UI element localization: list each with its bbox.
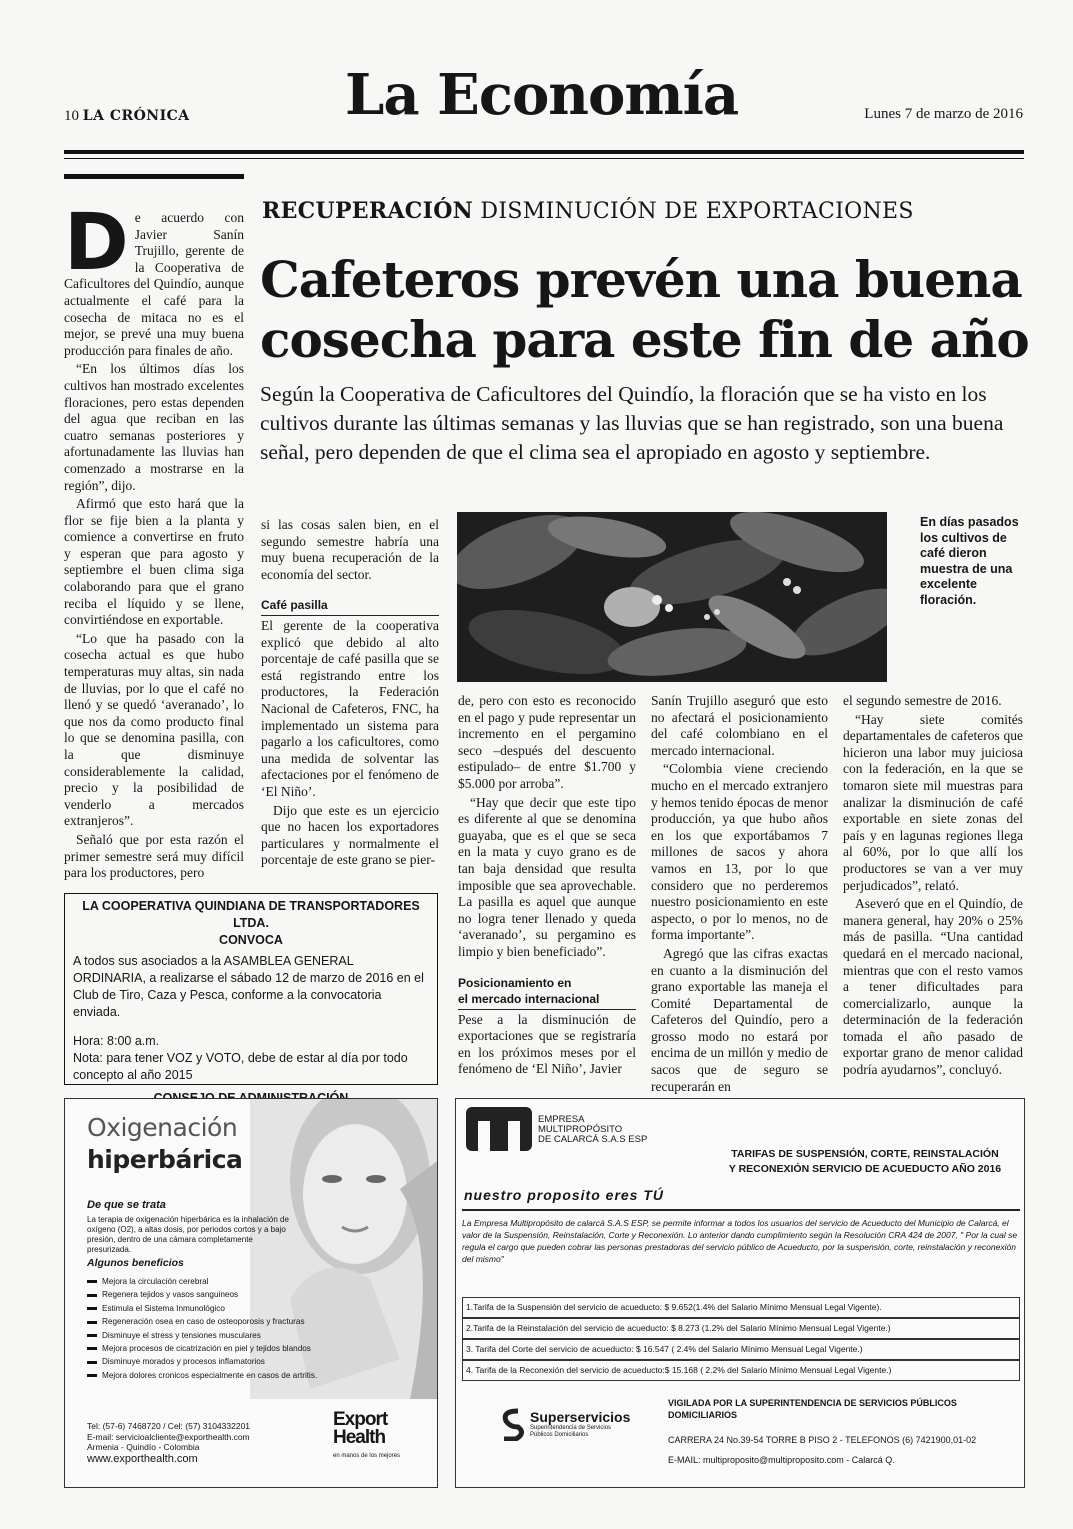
company-slogan: nuestro proposito eres TÚ xyxy=(464,1187,665,1203)
benefit-item: Mejora procesos de cicatrización en piel y tejidos blandos xyxy=(87,1342,357,1355)
headline-line-1: Cafeteros prevén una buena xyxy=(260,250,1022,309)
vigilada-line-2: DOMICILIARIOS xyxy=(668,1410,737,1420)
dropcap: D xyxy=(64,198,129,288)
benefit-item: Regenera tejidos y vasos sanguineos xyxy=(87,1288,357,1301)
notice-body: A todos sus asociados a la ASAMBLEA GENERAL ORDINARIA, a realizarse el sábado 12 de marzo de 2016 en el Club de Tiro, Caza y Pesca, conforme a la convocatoria enviada. xyxy=(73,954,424,1019)
rate-row: 4. Tarifa de la Reconexión del servicio de acueducto:$ 15.168 ( 2.2% del Salario Mínimo Mensual Legal Vigente.) xyxy=(462,1360,1020,1381)
ad-title-oxigenacion: Oxigenación xyxy=(87,1113,238,1142)
article-column-2 xyxy=(261,517,439,871)
rate-row: 3. Tarifa del Corte del servicio de acueducto: $ 16.547 ( 2.4% del Salario Mínimo Mensual Legal Vigente.) xyxy=(462,1339,1020,1360)
paragraph: Pese a la disminución de exportaciones que se registraría en los próximos meses por el fenómeno de ‘El Niño’, Javier xyxy=(458,1011,636,1077)
benefits-list xyxy=(87,1275,357,1382)
superservicios-logo xyxy=(530,1409,630,1439)
paragraph: Afirmó que esto hará que la flor se fije bien a la planta y comience a convertirse en fruto y esperan que para agosto y septiembre el buen clima siga colaborando para que el grano reciba el líquido y se llene, convirtiéndose en exportable. xyxy=(64,496,244,628)
publication-name: LA CRÓNICA xyxy=(82,108,190,124)
rate-row: 2.Tarifa de la Reinstalación del servicio de acueducto: $ 8.273 (1.2% del Salario Mínimo Mensual Legal Vigente.) xyxy=(462,1318,1020,1339)
deck: Según la Cooperativa de Caficultores del Quindío, la floración que se ha visto en los cultivos durante las últimas semanas y las lluvias que se han registrado, son una buena señal, pero dependen de que el clima sea el apropiado en agosto y septiembre. xyxy=(260,382,1004,464)
benefit-item: Mejora dolores cronicos especialmente en casos de artritis. xyxy=(87,1369,357,1382)
ad-title-hiperbarica: hiperbárica xyxy=(87,1145,243,1174)
paragraph: “Hay siete comités departamentales de cafeteros que hicieron una labor muy juiciosa con la federación, en la que se tomaron siete mil muestras para analizar la disminución de café exportable en siete zonas del país y en lagunas regiones llega al 60%, por lo que allí los productores se van a ver muy perjudicados”, relató. xyxy=(843,711,1023,893)
subhead-cafe-pasilla: Café pasilla xyxy=(261,597,439,616)
headline-line-2: cosecha para este fin de año xyxy=(260,310,1029,369)
superservicios-sub-1: Superintendencia de Servicios xyxy=(530,1425,612,1431)
headline xyxy=(260,250,1030,370)
benefit-item: Disminuye morados y procesos inflamatorios xyxy=(87,1355,357,1368)
notice-title: LA COOPERATIVA QUINDIANA DE TRANSPORTADORES LTDA. xyxy=(82,899,420,930)
ad-phones: Tel: (57-6) 7468720 / Cel: (57) 3104332201 xyxy=(87,1421,251,1431)
paragraph: Agregó que las cifras exactas en cuanto a la disminución del grano exportable las maneja el Comité Departamental de Cafeteros del Quindío, pero a grosso modo no estará por encima de un millón y medio de sacos que de seguro se recuperarán en xyxy=(651,945,828,1094)
tariffs-intro: La Empresa Multipropósito de calarcá S.A.S ESP, se permite informar a todos los usuarios del servicio de Acueducto del Municipio de Calarcá, el valor de la Suspensión, Reinstalación, Corte y Reconexión. Lo anterior dando cumplimiento según la Resolución CRA 424 de 2007, " Por la cual se regula el cargo que pueden cobrar las personas prestadoras del servicio público de Acueducto, por la suspensión, corte, reinstalación y reconexión del mismo" xyxy=(462,1218,1018,1264)
paragraph: “En los últimos días los cultivos han mostrado excelentes floraciones, pero estas dependen del agua que reciban en las cuatro semanas posteriores y afortunadamente las lluvias han comenzado a mostrarse en la región”, dijo. xyxy=(64,361,244,493)
article-column-4 xyxy=(651,693,828,1097)
water-utility-ad xyxy=(455,1098,1025,1488)
ad-website: www.exporthealth.com xyxy=(87,1452,198,1465)
company-address: CARRERA 24 No.39-54 TORRE B PISO 2 - TELEFONOS (6) 7421900,01-02 xyxy=(668,1435,977,1445)
divider xyxy=(462,1209,1020,1211)
paragraph: el segundo semestre de 2016. xyxy=(843,693,1002,708)
section-title: La Economía xyxy=(345,62,739,128)
tariffs-title-1: TARIFAS DE SUSPENSIÓN, CORTE, REINSTALACIÓN xyxy=(731,1148,999,1160)
company-name-3: DE CALARCÁ S.A.S ESP xyxy=(538,1134,648,1145)
logo-health: Health xyxy=(333,1427,386,1448)
coffee-plant-photo xyxy=(457,512,887,682)
export-health-logo xyxy=(333,1411,400,1465)
company-name xyxy=(538,1115,647,1145)
company-name-1: EMPRESA xyxy=(538,1114,585,1125)
article-column-1 xyxy=(64,198,244,884)
superservicios-name: Superservicios xyxy=(530,1409,631,1425)
company-logo-icon xyxy=(466,1107,532,1151)
rate-row: 1.Tarifa de la Suspensión del servicio de acueducto: $ 9.652(1.4% del Salario Mínimo Mensual Legal Vigente). xyxy=(462,1297,1020,1318)
article-column-5 xyxy=(843,693,1023,1081)
kicker-rest: DISMINUCIÓN DE EXPORTACIONES xyxy=(480,199,914,224)
notice-hora: Hora: 8:00 a.m. xyxy=(73,1034,160,1048)
benefits-title: Algunos beneficios xyxy=(87,1257,184,1269)
vigilada-text xyxy=(668,1397,957,1421)
subhead-posicionamiento-2: el mercado internacional xyxy=(458,991,636,1010)
kicker xyxy=(262,198,914,224)
benefit-item: Mejora la circulación cerebral xyxy=(87,1275,357,1288)
company-name-2: MULTIPROPÓSITO xyxy=(538,1124,623,1135)
page-number xyxy=(64,108,190,125)
paragraph: “Lo que ha pasado con la cosecha actual es que hubo temperaturas muy altas, sin nada de lluvias, por lo que el café no llenó y se quedó ‘averanado’, lo que nos da como producto final lo que se denomina pasilla, con la que disminuye considerablemente la calidad, precio y la posibilidad de venderlo a mercados extranjeros”. xyxy=(64,630,244,829)
kicker-bold: RECUPERACIÓN xyxy=(262,198,474,224)
assembly-notice xyxy=(64,893,438,1085)
paragraph: “Colombia viene creciendo mucho en el mercado extranjero y hemos tenido épocas de menor producción, ya que hubo años en los que exportábamos 7 millones de sacos y ahora vamos en 13, por lo que considero que no perderemos nuestro posicionamiento en este aspecto, o por lo menos, no de forma importante”. xyxy=(651,761,828,943)
superservicios-icon xyxy=(498,1407,526,1441)
ad-subtitle: De que se trata xyxy=(87,1199,166,1211)
benefit-item: Estimula el Sistema Inmunológico xyxy=(87,1302,357,1315)
notice-convoca: CONVOCA xyxy=(219,933,283,947)
paragraph: e acuerdo con Javier Sanín Trujillo, gerente de la Cooperativa de Caficultores del Quindío, aunque actualmente el café para la cosecha de mitaca no es el mejor, se prevé una muy buena producción para finales de año. xyxy=(64,210,244,358)
coffee-plant-illustration xyxy=(457,512,887,682)
paragraph: si las cosas salen bien, en el segundo semestre habría una muy buena recuperación de la economía del sector. xyxy=(261,517,439,582)
logo-export: Export xyxy=(333,1409,388,1430)
page-number-value: 10 xyxy=(64,108,79,124)
hyperbaric-ad xyxy=(64,1098,438,1488)
logo-tagline: en manos de los mejores xyxy=(333,1453,401,1459)
tariffs-title xyxy=(710,1147,1020,1177)
paragraph: Dijo que este es un ejercicio que no hacen los exportadores particulares y normalmente el porcentaje de este grano se pier- xyxy=(261,802,439,868)
paragraph: Aseveró que en el Quindío, de manera general, hay 20% o 25% más de pasilla. “Una cantidad quedará en el mercado nacional, mientras que con el resto vamos a tener dificultades para comercializarlo, aunque la determinación de la federación tomada el año pasado de exportar grano de menor calidad podría ayudarnos”, concluyó. xyxy=(843,896,1023,1078)
photo-caption: En días pasados los cultivos de café dieron muestra de una excelente floración. xyxy=(920,515,1019,607)
subhead-posicionamiento-1: Posicionamiento en xyxy=(458,975,572,990)
paragraph: Señaló que por esta razón el primer semestre será muy difícil para los productores, pero xyxy=(64,831,244,881)
paragraph: de, pero con esto es reconocido en el pago y pude representar un incremento en el pergamino seco –después del descuento estipulado– de entre $1.700 y $5.000 por arroba”. xyxy=(458,693,636,791)
company-email: E-MAIL: multiproposito@multiproposito.com - Calarcá Q. xyxy=(668,1455,895,1465)
superservicios-sub-2: Públicos Domiciliarios xyxy=(530,1432,589,1438)
ad-contact xyxy=(87,1421,250,1464)
ad-email: E-mail: servicioalcliente@exporthealth.com xyxy=(87,1431,250,1442)
notice-nota: Nota: para tener VOZ y VOTO, debe de estar al día por todo concepto al año 2015 xyxy=(73,1051,408,1082)
article-column-3 xyxy=(458,693,636,1080)
paragraph: “Hay que decir que este tipo es diferente al que se denomina guayaba, que es el que se seca en la mata y cuyo grano es de tan baja densidad que resulta imposible que sea aprovechable. La pasilla es aquel que aunque no logra tener llenado y queda ‘averanado’, su pergamino es limpio y bien beneficiado”. xyxy=(458,794,636,959)
header-rule-thin xyxy=(64,158,1024,159)
benefit-item: Regeneración osea en caso de osteoporosis y fracturas xyxy=(87,1315,357,1328)
header-rule xyxy=(64,150,1024,154)
tariffs-title-2: Y RECONEXIÓN SERVICIO DE ACUEDUCTO AÑO 2016 xyxy=(728,1163,1002,1175)
paragraph: El gerente de la cooperativa explicó que debido al alto porcentaje de café pasilla que se está registrando entre los productores, la Federación Nacional de Cafeteros, FNC, ha implementado un sistema para pagarlo a los caficultores, como una medida de solventar las afectaciones por el fenómeno de ‘El Niño’. xyxy=(261,617,439,799)
column-rule xyxy=(64,174,244,179)
paragraph: Sanín Trujillo aseguró que esto no afectará el posicionamiento del café colombiano en el mercado internacional. xyxy=(651,693,828,758)
vigilada-line-1: VIGILADA POR LA SUPERINTENDENCIA DE SERVICIOS PÚBLICOS xyxy=(668,1398,957,1408)
ad-location: Armenia - Quindío - Colombia xyxy=(87,1442,200,1452)
benefit-item: Disminuye el stress y tensiones musculares xyxy=(87,1329,357,1342)
issue-date: Lunes 7 de marzo de 2016 xyxy=(864,106,1023,122)
ad-description: La terapia de oxigenación hiperbárica es la inhalación de oxígeno (O2), a altas dosis, por periodos cortos y a bajo presión, dentro de una cámara completamente presurizada. xyxy=(87,1215,289,1254)
